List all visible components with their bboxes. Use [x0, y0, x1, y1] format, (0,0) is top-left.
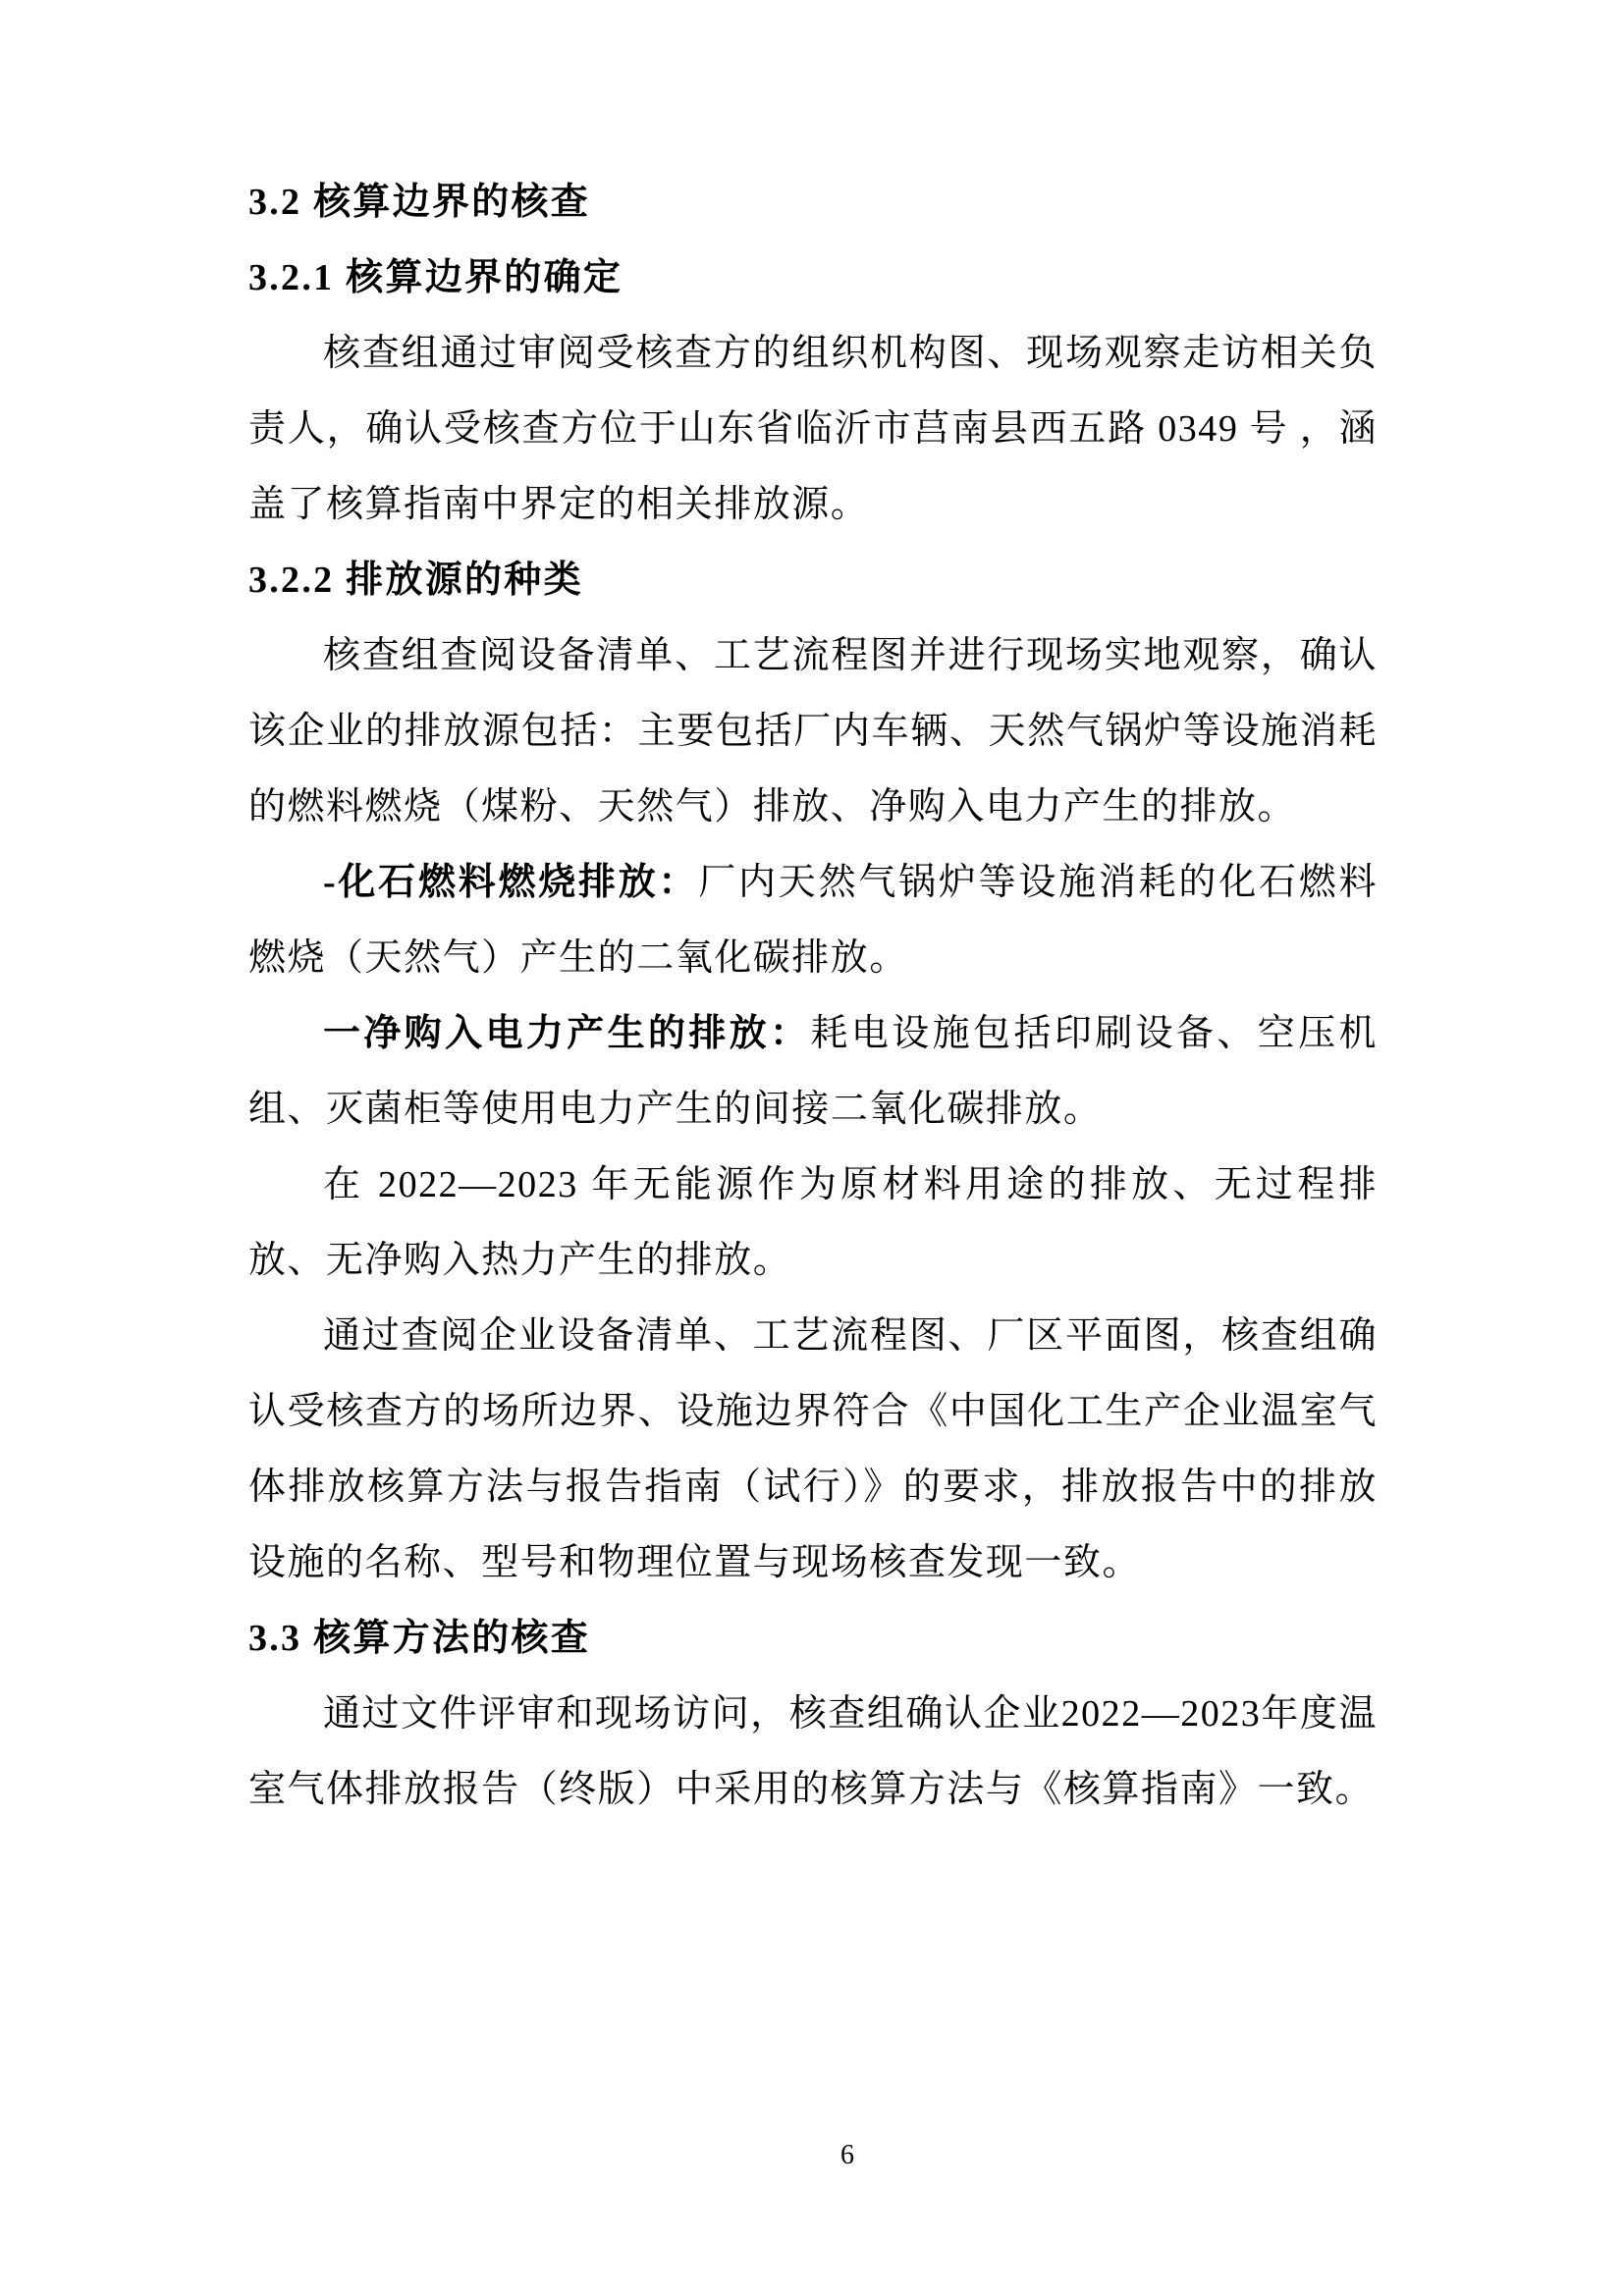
section-heading-3-2-1: 3.2.1 核算边界的确定: [248, 257, 623, 298]
fossil-fuel-text: 厂内天然气锅炉等设施消耗的化石燃料燃烧（天然气）产生的二氧化碳排放。: [248, 862, 1378, 979]
section-heading-3-2: 3.2 核算边界的核查: [248, 182, 591, 223]
paragraph-emission-sources: 核查组查阅设备清单、工艺流程图并进行现场实地观察，确认该企业的排放源包括：主要包括厂内车辆、天然气锅炉等设施消耗的燃料燃烧（煤粉、天然气）排放、净购入电力产生的排放。: [248, 635, 1378, 828]
paragraph-fossil-fuel-emission: [248, 845, 1378, 996]
paragraph-purchased-electricity-emission: [248, 996, 1378, 1148]
purchased-electricity-lead-label: 一净购入电力产生的排放：: [323, 1013, 811, 1054]
paragraph-accounting-method: 通过文件评审和现场访问，核查组确认企业2022—2023年度温室气体排放报告（终版）中采用的核算方法与《核算指南》一致。: [248, 1693, 1378, 1810]
purchased-electricity-text: 耗电设施包括印刷设备、空压机组、灭菌柜等使用电力产生的间接二氧化碳排放。: [248, 1013, 1378, 1130]
section-heading-3-2-2: 3.2.2 排放源的种类: [248, 560, 583, 601]
paragraph-accounting-boundary: 核查组通过审阅受核查方的组织机构图、现场观察走访相关负责人，确认受核查方位于山东省临沂市莒南县西五路 0349 号 ，涵盖了核算指南中界定的相关排放源。: [248, 333, 1378, 525]
section-heading-3-3: 3.3 核算方法的核查: [248, 1618, 591, 1659]
document-body: [248, 165, 1378, 1828]
page-number: 6: [840, 2140, 854, 2170]
paragraph-no-other-emissions: 在 2022—2023 年无能源作为原材料用途的排放、无过程排放、无净购入热力产生的排放。: [248, 1164, 1378, 1281]
paragraph-boundary-confirmation: 通过查阅企业设备清单、工艺流程图、厂区平面图，核查组确认受核查方的场所边界、设施边界符合《中国化工生产企业温室气体排放核算方法与报告指南（试行）》的要求，排放报告中的排放设施的名称、型号和物理位置与现场核查发现一致。: [248, 1315, 1378, 1583]
fossil-fuel-lead-label: -化石燃料燃烧排放：: [323, 862, 699, 903]
